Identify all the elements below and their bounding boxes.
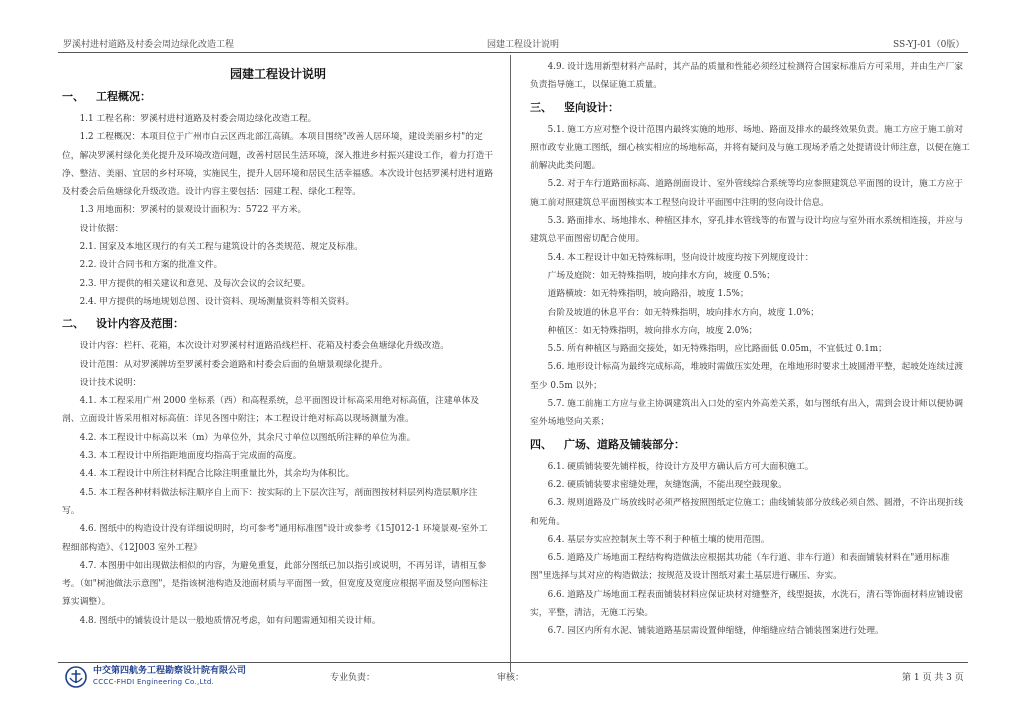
paragraph: 4.1. 本工程采用广州 2000 坐标系（西）和高程系统，总平面图设计标高采用绝对标高值，注建单体及剖、立面设计皆采用相对标高值：详见各图中附注；本工程设计绝对标高以现场测量为准。: [62, 396, 480, 425]
paragraph: 6.7. 园区内所有水泥、铺装道路基层需设置伸缩缝，伸缩缝应结合铺装图案进行处理。: [547, 626, 884, 637]
paragraph: 4.6. 图纸中的构造设计没有详细说明时，均可参考"通用标准图"设计或参考《15J012-1 环境景观-室外工程细部构造》、《12J003 室外工程》: [62, 524, 488, 553]
paragraph: 5.5. 所有种植区与路面交接处，如无特殊指明，应比路面低 0.05m，不宜低过 0.1m；: [547, 344, 887, 355]
paragraph: 6.6. 道路及广场地面工程表面铺装材料应保证块材对缝整齐，线型挺拔，水洗石，清石等饰面材料应铺设密实，平整，清洁，无施工污染。: [530, 589, 964, 619]
page-info: 第 1 页 共 3 页: [902, 673, 964, 683]
paragraph: 6.5. 道路及广场地面工程结构构造做法应根据其功能（车行道、非车行道）和表面铺装材料在"通用标准图"里选择与其对应的构造做法；按规范及设计图纸对素土基层进行碾压、夯实。: [530, 553, 950, 582]
doc-title: 园建工程设计说明: [229, 67, 326, 81]
paragraph: 2.4. 甲方提供的场地规划总图、设计资料、现场测量资料等相关资料。: [79, 296, 355, 307]
paragraph: 4.2. 本工程设计中标高以米（m）为单位外，其余尺寸单位以图纸所注释的单位为准。: [79, 432, 416, 443]
paragraph: 4.9. 设计选用新型材料产品时，其产品的质量和性能必须经过检测符合国家标准后方可采用，并由生产厂家负责指导施工，以保证施工质量。: [530, 62, 964, 91]
company-name-en: CCCC-FHDI Engineering Co.,Ltd.: [93, 678, 215, 686]
paragraph: 设计依据：: [79, 223, 124, 234]
paragraph: 4.7. 本图册中如出现做法相似的内容，为避免重复，此部分图纸已加以指引或说明，不再另详，请相互参考。（如"树池做法示意图"，是指该树池构造及池面材质与平面图一致，但宽度及宽度应根据平面及竖向图标注算实调整）。: [62, 560, 488, 608]
paragraph: 设计范围：从对罗溪牌坊至罗溪村委会道路和村委会后面的鱼塘景观绿化提升。: [79, 359, 388, 370]
paragraph: 6.2. 硬质铺装要求密缝处理，灰缝饱满，不能出现空鼓现象。: [547, 479, 788, 490]
paragraph: 1.1 工程名称：罗溪村进村道路及村委会周边绿化改造工程。: [79, 114, 317, 124]
company-anchor-icon: [65, 666, 87, 688]
paragraph: 5.3. 路面排水、场地排水、种植区排水，穿孔排水管线等的布置与设计均应与室外雨水系统相连接，并应与建筑总平面图密切配合使用。: [530, 216, 964, 245]
paragraph: 6.1. 硬质铺装要先铺样板，待设计方及甲方确认后方可大面积施工。: [547, 461, 814, 472]
paragraph: 5.6. 地形设计标高为最终完成标高，堆坡时需做压实处理，在堆地形时要求土坡圆滑平整，起坡处连续过渡至少 0.5m 以外；: [530, 362, 964, 391]
paragraph: 广场及庭院：如无特殊指明，坡向排水方向，坡度 0.5%；: [547, 270, 776, 281]
designer-label: 专业负责：: [330, 673, 376, 683]
header-drawing-code: SS-YJ-01（0版）: [893, 40, 965, 50]
right-column: [530, 58, 970, 641]
paragraph: 2.1. 国家及本地区现行的有关工程与建筑设计的各类规范、规定及标准。: [79, 242, 364, 253]
paragraph: 6.3. 规则道路及广场放线时必须严格按照图纸定位施工；曲线铺装部分放线必须自然、圆滑，不许出现折线和死角。: [530, 498, 964, 527]
paragraph: 道路横坡：如无特殊指明，坡向路沿，坡度 1.5%；: [547, 289, 749, 300]
paragraph: 设计内容：栏杆、花箱，本次设计对罗溪村村道路沿线栏杆、花箱及村委会鱼塘绿化升级改造。: [79, 341, 450, 352]
section-heading: 二、 设计内容及范围：: [62, 317, 184, 331]
paragraph: 6.4. 基层夯实应控制灰土等不利于种植土壤的使用范围。: [547, 534, 770, 545]
paragraph: 1.2 工程概况：本项目位于广州市白云区西北部江高镇。本项目围绕"改善人居环境，建设美丽乡村"的定位，解决罗溪村绿化美化提升及环境改造问题，改善村居民生活环境，深入推进乡村振兴建设工作，着力打造干净、整洁、美丽、宜居的乡村环境，实施民生，提升人居环境和居民生活幸福感。本次设计包括罗溪村进村道路及村委会后鱼塘绿化升级改造。设计内容主要包括：园建工程、绿化工程等。: [62, 132, 494, 198]
paragraph: 台阶及坡道的休息平台：如无特殊指明，坡向排水方向，坡度 1.0%；: [547, 307, 820, 318]
header-project-name: 罗溪村进村道路及村委会周边绿化改造工程: [63, 40, 235, 50]
paragraph: 设计技术说明：: [79, 377, 142, 388]
paragraph: 5.7. 施工前施工方应与业主协调建筑出入口处的室内外高差关系，如与图纸有出入，需到会设计师以便协调室外场地竖向关系；: [530, 399, 964, 428]
paragraph: 4.4. 本工程设计中所注材料配合比除注明重量比外，其余均为体积比。: [79, 469, 355, 480]
paragraph: 4.8. 图纸中的铺装设计是以一般地质情况考虑，如有问题需通知相关设计师。: [79, 615, 381, 626]
reviewer-label: 审核：: [497, 673, 525, 683]
paragraph: 5.1. 施工方应对整个设计范围内最终实施的地形、场地、路面及排水的最终效果负责。施工方应于施工前对照市政专业施工图纸，细心核实相应的场地标高，并将有疑问及与施工现场矛盾之处提请设计师注意，以便在施工前解决此类问题。: [530, 124, 970, 172]
header-rule: [58, 52, 968, 53]
paragraph: 5.4. 本工程设计中如无特殊标明，竖向设计坡度均按下列规度设计：: [547, 252, 814, 263]
paragraph: 种植区：如无特殊指明，坡向排水方向，坡度 2.0%；: [547, 325, 758, 336]
paragraph: 1.3 用地面积：罗溪村的景观设计面积为：5722 平方米。: [79, 205, 307, 216]
header-sheet-title: 园建工程设计说明: [487, 40, 560, 50]
left-column: [62, 58, 494, 630]
paragraph: 4.3. 本工程设计中所指距地面度均指高于完成面的高度。: [79, 451, 302, 462]
paragraph: 5.2. 对于车行道路面标高、道路剖面设计、室外管线综合系统等均应参照建筑总平面图的设计，施工方应于施工前对照建筑总平面图核实本工程竖向设计平面图中注明的竖向设计信息。: [530, 179, 964, 208]
paragraph: 4.5. 本工程各种材料做法标注顺序自上而下：按实际的上下层次注写，剖面图按材料层列构造层顺序注写。: [62, 487, 478, 516]
section-heading: 四、 广场、道路及铺装部分：: [530, 437, 685, 451]
section-heading: 一、 工程概况：: [62, 90, 151, 103]
paragraph: 2.3. 甲方提供的相关建议和意见、及每次会议的会议纪要。: [79, 278, 311, 289]
company-name-cn: 中交第四航务工程勘察设计院有限公司: [93, 666, 247, 676]
company-logo: [65, 666, 246, 688]
footer-rule: [58, 662, 968, 663]
section-heading: 三、 竖向设计：: [530, 100, 619, 114]
paragraph: 2.2. 设计合同书和方案的批准文件。: [79, 260, 223, 271]
column-divider: [510, 55, 511, 672]
